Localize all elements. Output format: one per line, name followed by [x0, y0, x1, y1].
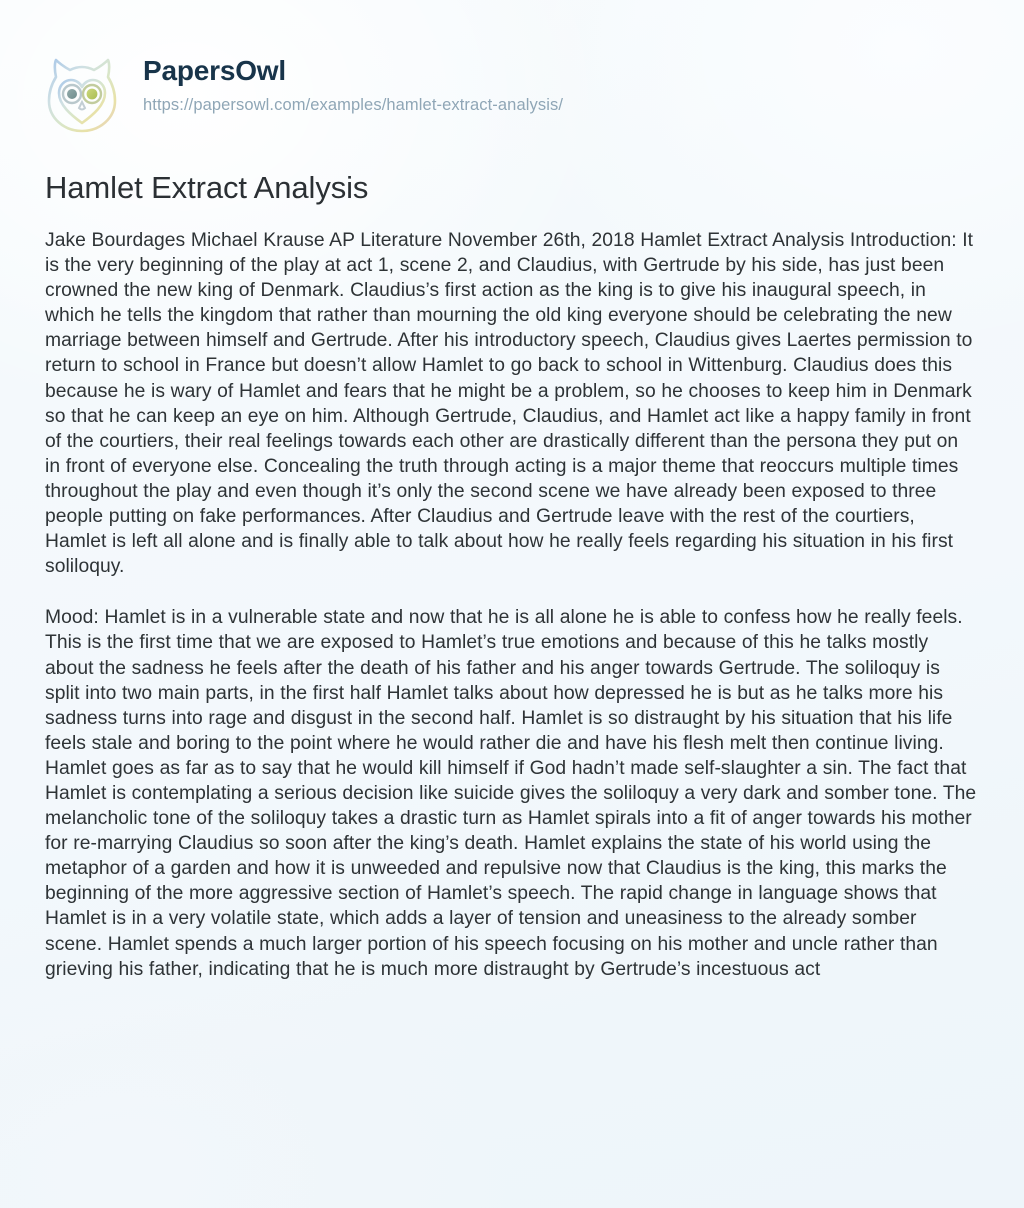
paragraph-intro: Jake Bourdages Michael Krause AP Literature November 26th, 2018 Hamlet Extract Analysis Introduction: It is the very beginning of the play at act 1, scene 2, and Claudius, with Gertrude by his side, has just been crowned the new king of Denmark. Claudius’s first action as the king is to give his inaugural speech, in which he tells the kingdom that rather than mourning the old king everyone should be celebrating the new marriage between himself and Gertrude. After his introductory speech, Claudius gives Laertes permission to return to school in France but doesn’t allow Hamlet to go back to school in Wittenburg. Claudius does this because he is wary of Hamlet and fears that he might be a problem, so he chooses to keep him in Denmark so that he can keep an eye on him. Although Gertrude, Claudius, and Hamlet act like a happy family in front of the courtiers, their real feelings towards each other are drastically different than the persona they put on in front of everyone else. Concealing the truth through acting is a major theme that reoccurs multiple times throughout the play and even though it’s only the second scene we have already been exposed to three people putting on fake performances. After Claudius and Gertrude leave with the rest of the courtiers, Hamlet is left all alone and is finally able to talk about how he really feels regarding his situation in his first soliloquy. [45, 230, 974, 578]
owl-logo-icon[interactable] [45, 55, 119, 137]
article-body [45, 228, 977, 982]
paragraph-mood: Mood: Hamlet is in a vulnerable state and now that he is all alone he is able to confess how he really feels. This is the first time that we are exposed to Hamlet’s true emotions and because of this he talks mostly about the sadness he feels after the death of his father and his anger towards Gertrude. The soliloquy is split into two main parts, in the first half Hamlet talks about how depressed he is but as he talks more his sadness turns into rage and disgust in the second half. Hamlet is so distraught by his situation that his life feels stale and boring to the point where he would rather die and have his flesh melt then continue living. Hamlet goes as far as to say that he would kill himself if God hadn’t made self-slaughter a sin. The fact that Hamlet is contemplating a serious decision like suicide gives the soliloquy a very dark and somber tone. The melancholic tone of the soliloquy takes a drastic turn as Hamlet spirals into a fit of anger towards his mother for re-marrying Claudius so soon after the king’s death. Hamlet explains the state of his world using the metaphor of a garden and how it is unweeded and repulsive now that Claudius is the king, this marks the beginning of the more aggressive section of Hamlet’s speech. The rapid change in language shows that Hamlet is in a very volatile state, which adds a layer of tension and uneasiness to the already somber scene. Hamlet spends a much larger portion of his speech focusing on his mother and uncle rather than grieving his father, indicating that he is much more distraught by Gertrude’s incestuous act [45, 607, 977, 980]
site-header [45, 52, 563, 137]
source-url[interactable]: https://papersowl.com/examples/hamlet-extract-analysis/ [143, 96, 563, 114]
brand-block [143, 52, 563, 115]
page-title: Hamlet Extract Analysis [45, 170, 369, 205]
brand-name[interactable]: PapersOwl [143, 55, 286, 86]
